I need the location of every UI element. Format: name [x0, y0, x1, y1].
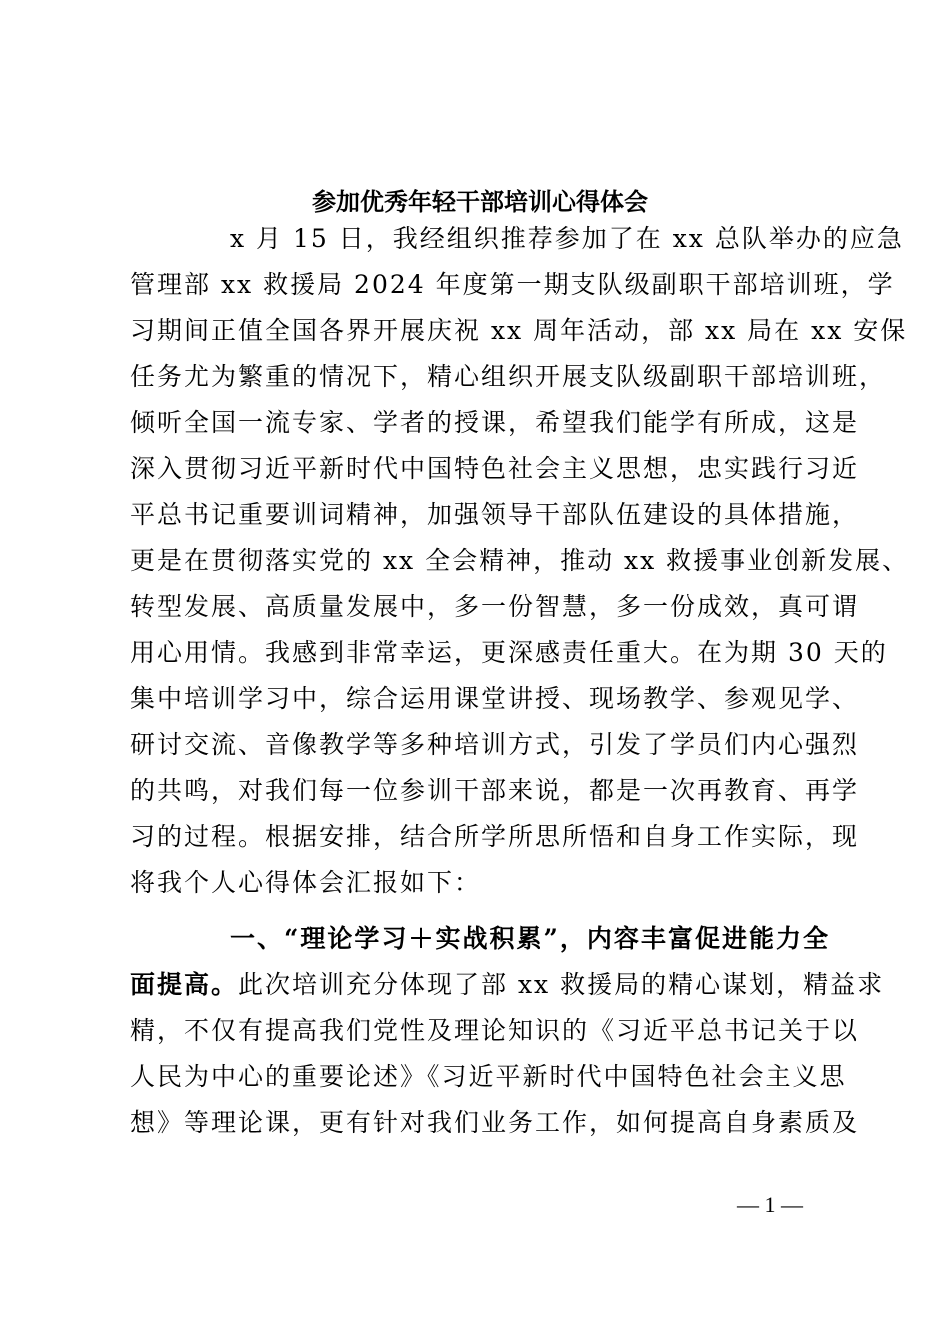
paragraph-line: 平总书记重要训词精神，加强领导干部队伍建设的具体措施， — [130, 500, 860, 529]
paragraph-line: 倾听全国一流专家、学者的授课，希望我们能学有所成，这是 — [130, 408, 860, 437]
paragraph-text: 此次培训充分体现了部 xx 救援局的精心谋划，精益求 — [238, 970, 885, 999]
paragraph-line — [130, 962, 885, 1008]
section-heading: 一、“理论学习＋实战积累”，内容丰富促进能力全 — [230, 924, 830, 953]
paragraph-line: 人民为中心的重要论述》《习近平新时代中国特色社会主义思 — [130, 1062, 847, 1091]
paragraph-line: 习的过程。根据安排，结合所学所思所悟和自身工作实际，现 — [130, 822, 860, 851]
page-number: — 1 — — [737, 1192, 803, 1217]
paragraph-line: 集中培训学习中，综合运用课堂讲授、现场教学、参观见学、 — [130, 684, 860, 713]
paragraph-line: 更是在贯彻落实党的 xx 全会精神，推动 xx 救援事业创新发展、 — [130, 546, 910, 575]
section-heading-end: 面提高。 — [130, 970, 239, 999]
paragraph-line: 习期间正值全国各界开展庆祝 xx 周年活动，部 xx 局在 xx 安保 — [130, 316, 908, 345]
paragraph-line: 转型发展、高质量发展中，多一份智慧，多一份成效，真可谓 — [130, 592, 860, 621]
paragraph-line: 想》等理论课，更有针对我们业务工作，如何提高自身素质及 — [130, 1108, 860, 1137]
paragraph-line: 的共鸣，对我们每一位参训干部来说，都是一次再教育、再学 — [130, 776, 860, 805]
paragraph-line: 精，不仅有提高我们党性及理论知识的《习近平总书记关于以 — [130, 1016, 860, 1045]
paragraph-line: 将我个人心得体会汇报如下： — [130, 868, 482, 897]
paragraph-line: 管理部 xx 救援局 2024 年度第一期支队级副职干部培训班，学 — [130, 270, 895, 299]
paragraph-line: 用心用情。我感到非常幸运，更深感责任重大。在为期 30 天的 — [130, 638, 888, 667]
document-title: 参加优秀年轻干部培训心得体会 — [312, 187, 648, 216]
paragraph-line: x 月 15 日，我经组织推荐参加了在 xx 总队举办的应急 — [230, 224, 904, 253]
paragraph-line: 研讨交流、音像教学等多种培训方式，引发了学员们内心强烈 — [130, 730, 860, 759]
paragraph-line: 任务尤为繁重的情况下，精心组织开展支队级副职干部培训班， — [130, 362, 887, 391]
paragraph-line: 深入贯彻习近平新时代中国特色社会主义思想，忠实践行习近 — [130, 454, 860, 483]
